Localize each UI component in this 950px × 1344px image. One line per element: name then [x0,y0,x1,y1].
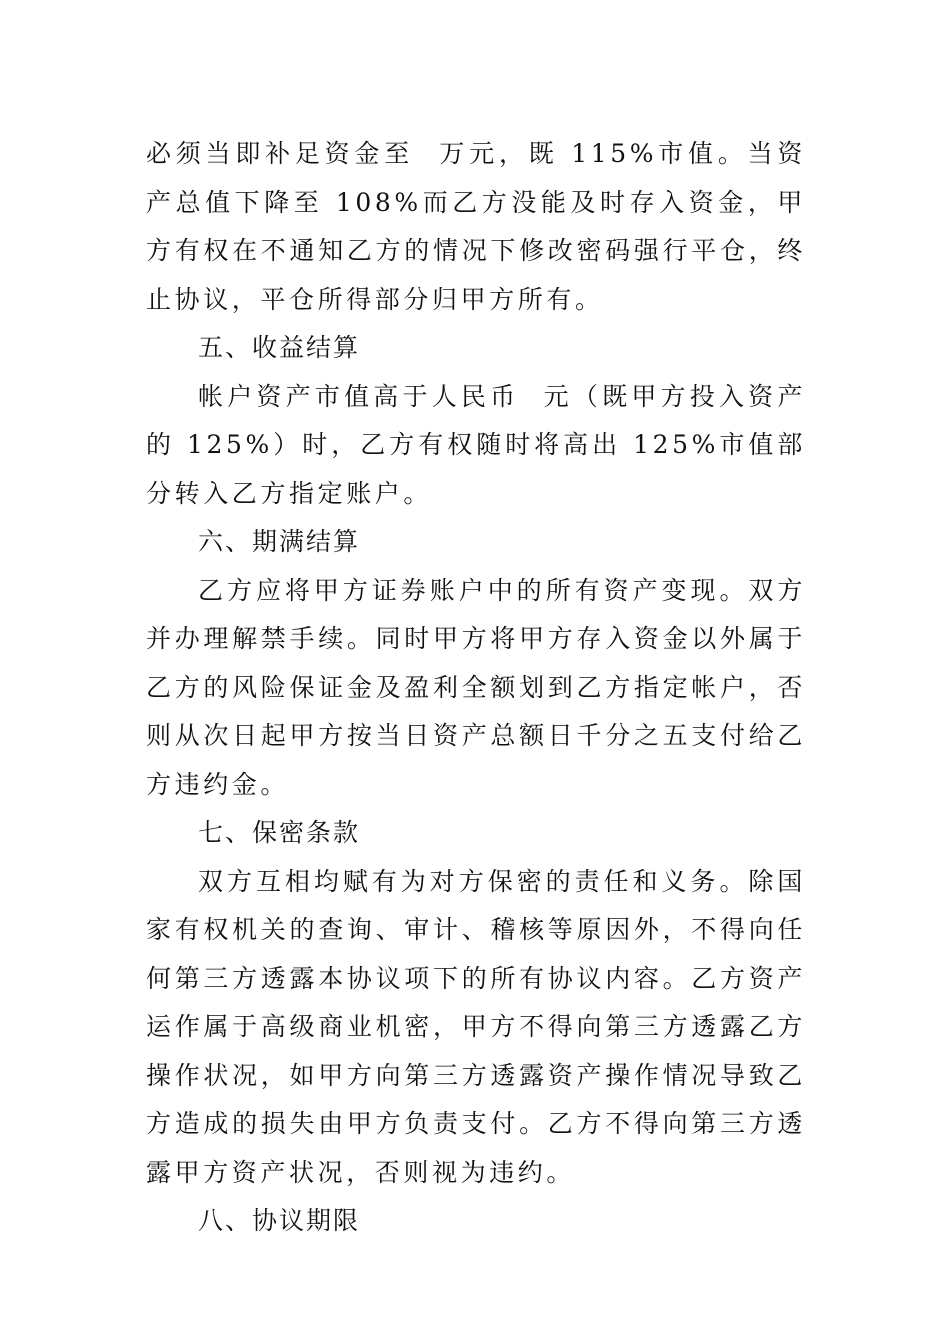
paragraph-income-settlement: 帐户资产市值高于人民币 元（既甲方投入资产的 125%）时，乙方有权随时将高出 125%市值部分转入乙方指定账户。 [146,381,806,508]
paragraph-maturity-settlement: 乙方应将甲方证券账户中的所有资产变现。双方并办理解禁手续。同时甲方将甲方存入资金以外属于乙方的风险保证金及盈利全额划到乙方指定帐户，否则从次日起甲方按当日资产总额日千分之五支付给乙方违约金。 [146,575,806,799]
section-heading-5-income-settlement: 五、收益结算 [198,333,361,362]
section-heading-6-maturity-settlement: 六、期满结算 [198,527,361,556]
paragraph-margin-call: 必须当即补足资金至 万元，既 115%市值。当资产总值下降至 108%而乙方没能及时存入资金，甲方有权在不通知乙方的情况下修改密码强行平仓，终止协议，平仓所得部分归甲方所有。 [146,139,806,314]
paragraph-confidentiality: 双方互相均赋有为对方保密的责任和义务。除国家有权机关的查询、审计、稽核等原因外，不得向任何第三方透露本协议项下的所有协议内容。乙方资产运作属于高级商业机密，甲方不得向第三方透露乙方操作状况，如甲方向第三方透露资产操作情况导致乙方造成的损失由甲方负责支付。乙方不得向第三方透露甲方资产状况，否则视为违约。 [146,866,806,1187]
section-heading-8-agreement-term: 八、协议期限 [198,1206,361,1235]
document-body [146,130,806,1246]
section-heading-7-confidentiality: 七、保密条款 [198,818,361,847]
